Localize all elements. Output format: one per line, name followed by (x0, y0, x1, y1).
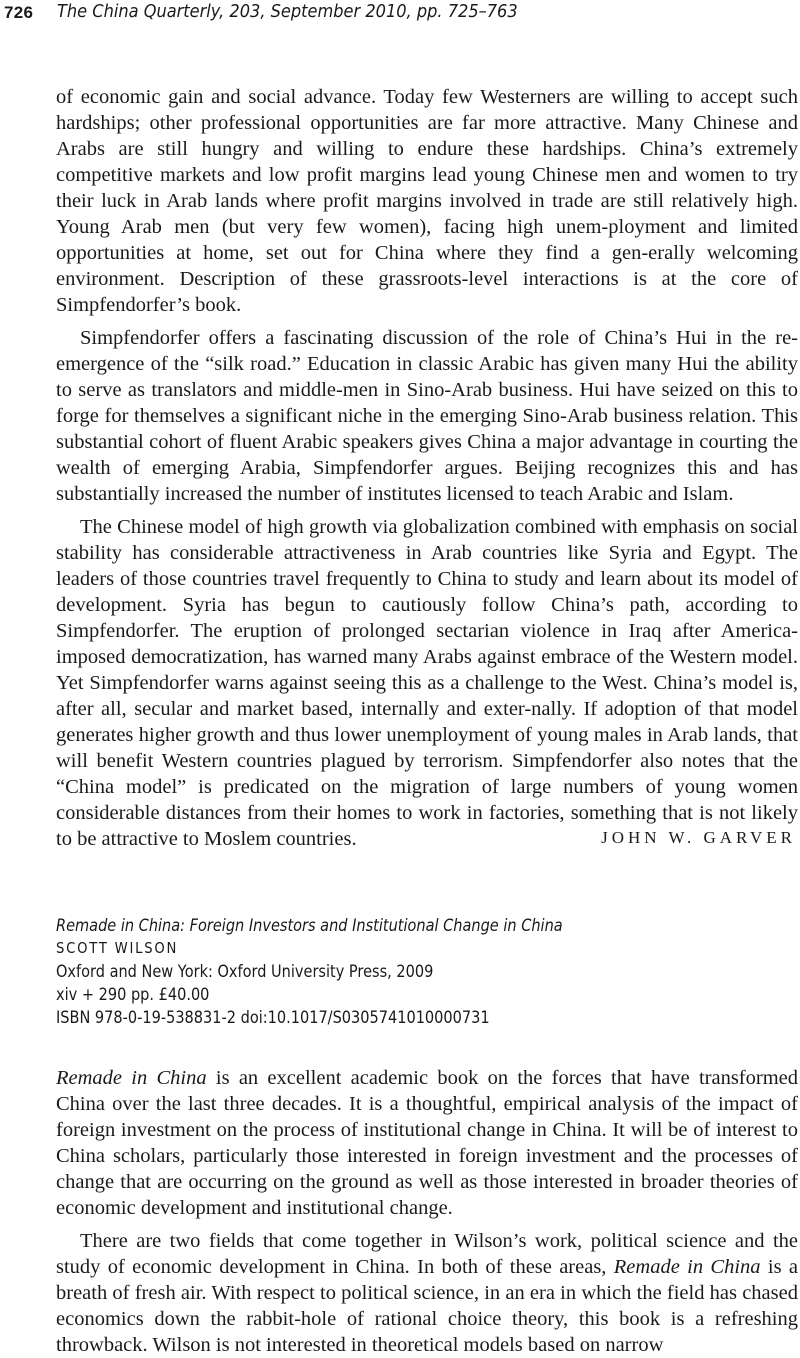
book-title-italic: Remade in China (613, 1256, 761, 1278)
paragraph-text: The Chinese model of high growth via globalization combined with emphasis on social stability has considerable attractiveness in Arab countries like Syria and Egypt. The leaders of those countries travel frequently to China to study and learn about its model of development. Syria has begun to cautiously follow China’s path, according to Simpfendorfer. The eruption of prolonged sectarian violence in Iraq after America-imposed democratization, has warned many Arabs against embrace of the Western model. Yet Simpfendorfer warns against seeing this as a challenge to the West. China’s model is, after all, secular and market based, internally and exter-nally. If adoption of that model generates higher growth and thus lower unemployment of young males in Arab lands, that will benefit Western countries plagued by terrorism. Simpfendorfer also notes that the “China model” is predicated on the migration of large numbers of young women considerable distances from their homes to work in factories, something that is not likely to be attractive to Moslem countries. (56, 516, 798, 850)
review-paragraph (56, 514, 798, 852)
review-paragraph (56, 325, 798, 507)
review-wilson-body (56, 1065, 798, 1358)
book-pages-price: xiv + 290 pp. £40.00 (56, 985, 210, 1004)
book-title: Remade in China: Foreign Investors and Institutional Change in China (56, 916, 563, 935)
review-garver-body (56, 84, 798, 852)
book-isbn-doi: ISBN 978-0-19-538831-2 doi:10.1017/S0305741010000731 (56, 1008, 490, 1027)
paragraph-text: There are two fields that come together in Wilson’s work, political science and the study of economic development in China. In both of these areas, (56, 1230, 798, 1278)
reviewer-signature: JOHN W. GARVER (601, 828, 796, 847)
journal-citation: The China Quarterly, 203, September 2010, pp. 725–763 (57, 1, 518, 22)
review-paragraph: of economic gain and social advance. Today few Westerners are willing to accept such hardships; other professional opportunities are far more attractive. Many Chinese and Arabs are still hungry and willing to endure these hardships. China’s extremely competitive markets and low profit margins lead young Chinese men and women to try their luck in Arab lands where profit margins involved in trade are still relatively high. Young Arab men (but very few women), facing high unem-ployment and limited opportunities at home, set out for China where they find a gen-erally welcoming environment. Description of these grassroots-level interactions is at the core of Simpfendorfer’s book. (56, 86, 798, 316)
paragraph-text: is an excellent academic book on the forces that have transformed China over the last three decades. It is a thoughtful, empirical analysis of the impact of foreign investment on the process of institutional change in China. It will be of interest to China scholars, particularly those interested in foreign investment and the processes of change that are occurring on the ground as well as those interested in broader theories of economic development and institutional change. (56, 1067, 799, 1219)
book-author: SCOTT WILSON (56, 939, 179, 957)
page-number: 726 (4, 3, 34, 22)
paragraph-text: Simpfendorfer offers a fascinating discussion of the role of China’s Hui in the re-emergence of the “silk road.” Education in classic Arabic has given many Hui the ability to serve as translators and middle-men in Sino-Arab business. Hui have seized on this to forge for themselves a significant niche in the emerging Sino-Arab business relation. This substantial cohort of fluent Arabic speakers gives China a major advantage in courting the wealth of emerging Arabia, Simpfendorfer argues. Beijing recognizes this and has substantially increased the number of institutes licensed to teach Arabic and Islam. (56, 327, 798, 505)
review-paragraph (56, 1228, 798, 1358)
review-paragraph (56, 1065, 798, 1221)
book-citation (56, 914, 632, 1029)
book-publisher: Oxford and New York: Oxford University Press, 2009 (56, 962, 434, 981)
book-title-italic: Remade in China (56, 1067, 207, 1089)
running-header (0, 0, 800, 28)
paragraph-text: is a breath of fresh air. With respect to political science, in an era in which the field has chased economics down the rabbit-hole of rational choice theory, this book is a refreshing throwback. Wilson is not interested in theoretical models based on narrow (56, 1256, 798, 1356)
